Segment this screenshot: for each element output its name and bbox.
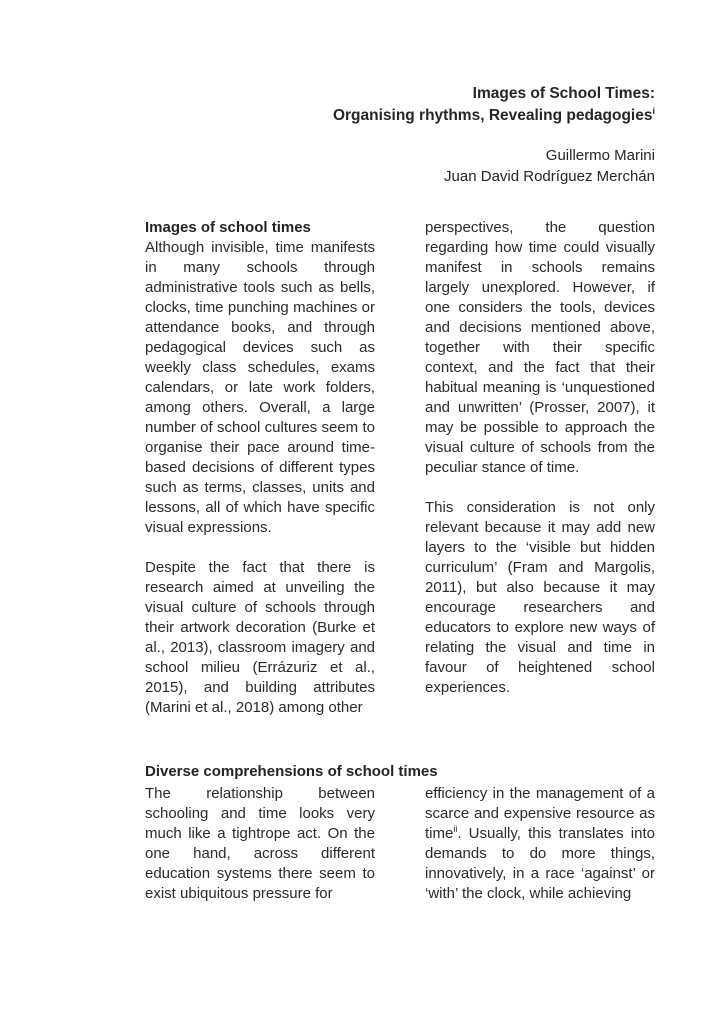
endnote-ref-ii: ii [453,824,458,834]
section-images-of-school-times [145,218,655,718]
authors-block [145,145,655,187]
paper-title-line-1: Images of School Times: [472,85,655,102]
paragraph-text: efficiency in the management of a scarce and expensive resource as time [425,785,655,842]
paragraph: This consideration is not only relevant because it may add new layers to the ‘visible but hidden curriculum’ (Fram and Margolis, 2011), but also because it may encourage researchers and educators to explore new ways of relating the visual and time in favour of heightened school experiences. [425,499,655,696]
endnote-ref-i: i [652,105,655,116]
paragraph: Despite the fact that there is research aimed at unveiling the visual culture of schools through their artwork decoration (Burke et al., 2013), classroom imagery and school milieu (Errázuriz et al., 2015), and building attributes (Marini et al., 2018) among other [145,559,375,716]
paper-title-line-2 [145,105,655,127]
author-name: Juan David Rodríguez Merchán [444,168,655,185]
paragraph-text: . Usually, this translates into demands to do more things, innovatively, in a race ‘against’ or ‘with’ the clock, while achieving [425,825,655,902]
column-left [145,784,375,904]
column-left [145,218,375,718]
column-right [425,784,655,904]
two-column-layout [145,784,655,904]
paragraph [425,784,655,904]
paper-subtitle-text: Organising rhythms, Revealing pedagogies [332,107,653,124]
section-heading: Diverse comprehensions of school times [145,763,438,780]
paragraph: The relationship between schooling and time looks very much like a tightrope act. On the one hand, across different education systems there seem to exist ubiquitous pressure for [145,785,375,902]
paragraph: perspectives, the question regarding how time could visually manifest in schools remains largely unexplored. However, if one considers the tools, devices and decisions mentioned above, together with their specific context, and the fact that their habitual meaning is ‘unquestioned and unwritten’ (Prosser, 2007), it may be possible to approach the visual culture of schools from the peculiar stance of time. [425,219,655,476]
section-heading: Images of school times [145,219,311,236]
two-column-layout [145,218,655,718]
section-diverse-comprehensions [145,762,655,904]
paragraph: Although invisible, time manifests in many schools through administrative tools such as bells, clocks, time punching machines or attendance books, and through pedagogical devices such as weekly class schedules, exams calendars, or late work folders, among others. Overall, a large number of school cultures seem to organise their pace around time-based decisions of different types such as terms, classes, units and lessons, all of which have specific visual expressions. [145,239,375,536]
column-right [425,218,655,718]
title-block [145,83,655,187]
author-name: Guillermo Marini [545,147,655,164]
